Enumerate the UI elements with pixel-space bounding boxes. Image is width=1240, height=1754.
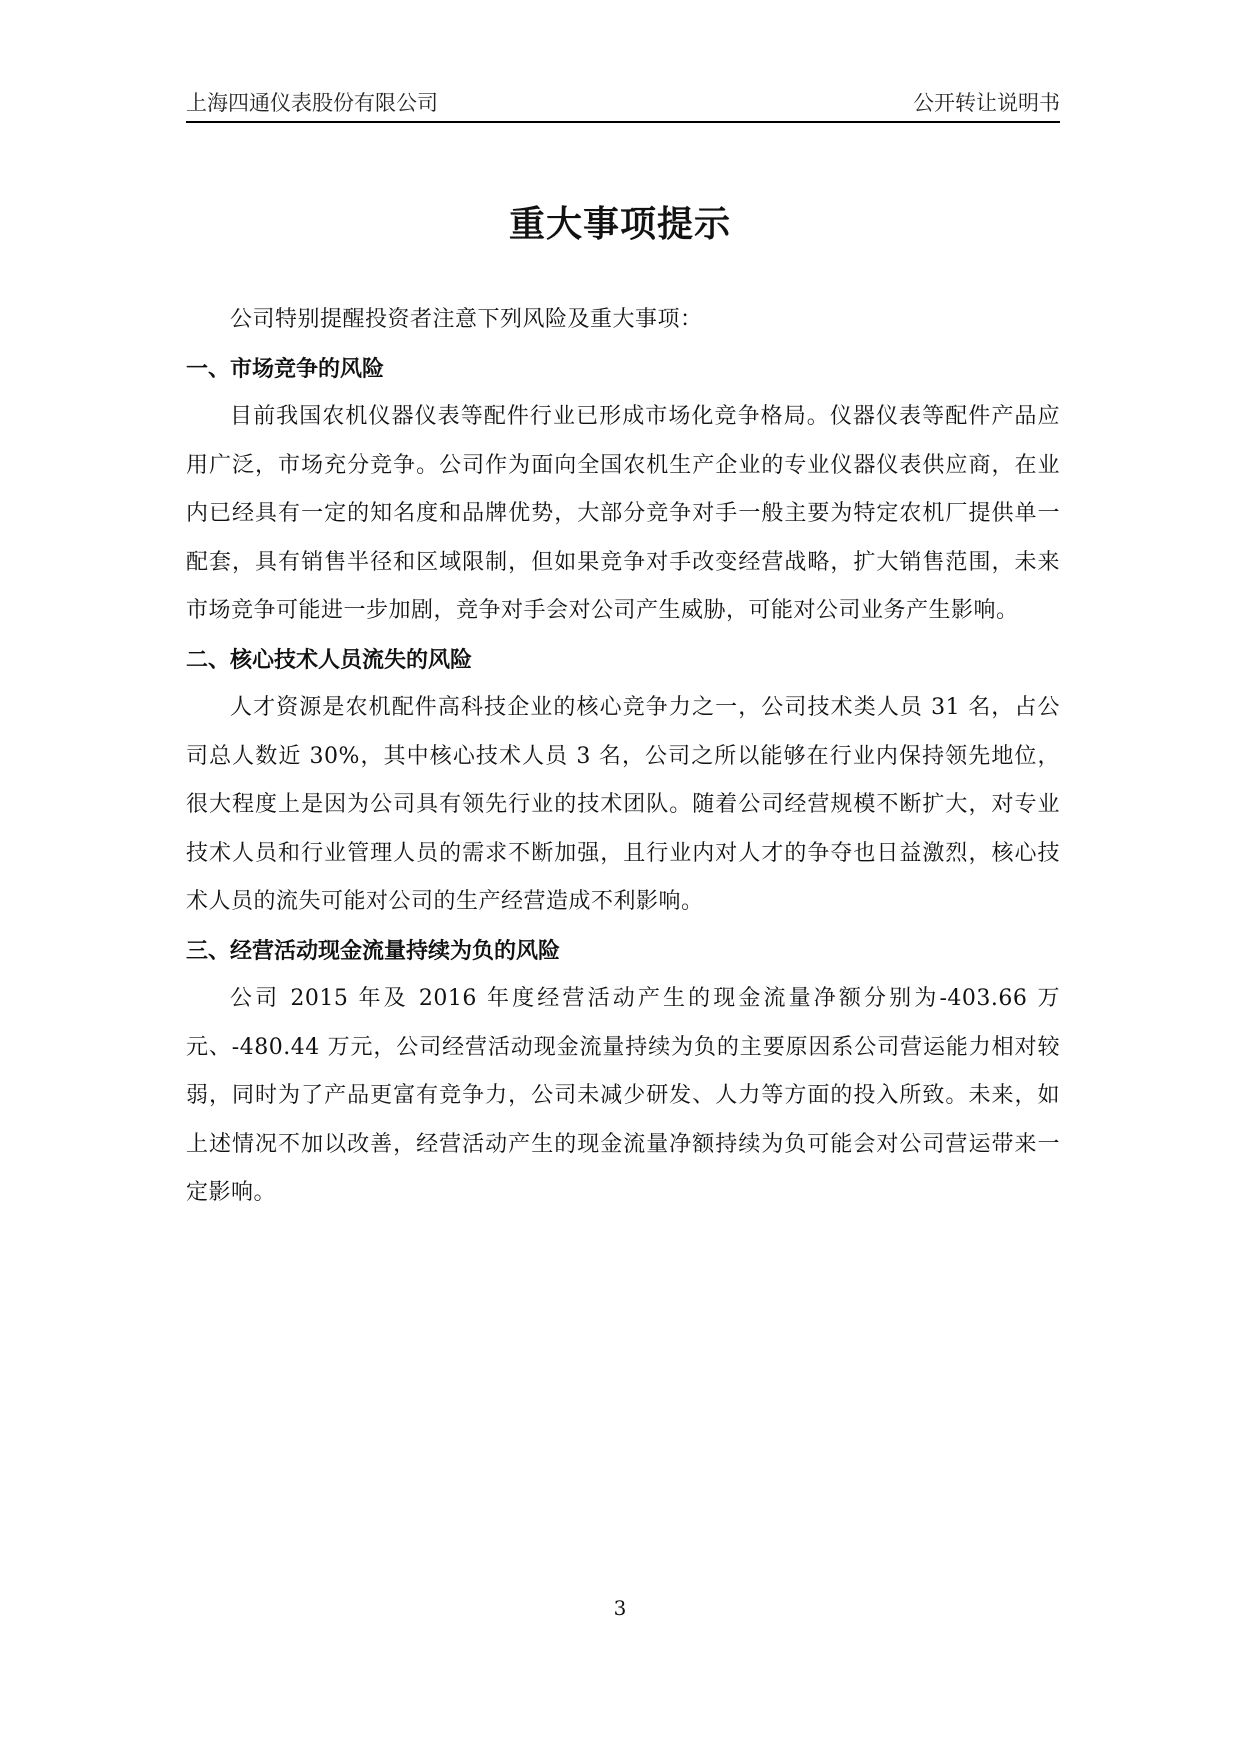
header-document-type: 公开转让说明书 (913, 91, 1060, 115)
section-heading: 三、经营活动现金流量持续为负的风险 (186, 937, 561, 964)
section-heading: 二、核心技术人员流失的风险 (186, 646, 473, 673)
section-market-competition (186, 345, 1060, 636)
header-divider (186, 121, 1060, 123)
header-company-name: 上海四通仪表股份有限公司 (186, 91, 438, 115)
page-title: 重大事项提示 (508, 203, 731, 245)
section-paragraph: 人才资源是农机配件高科技企业的核心竞争力之一，公司技术类人员 31 名，占公司总人数近 30%，其中核心技术人员 3 名，公司之所以能够在行业内保持领先地位，很大程度上是因为公司具有领先行业的技术团队。随着公司经营规模不断扩大，对专业技术人员和行业管理人员的需求不断加强，且行业内对人才的争夺也日益激烈，核心技术人员的流失可能对公司的生产经营造成不利影响。 (186, 695, 1060, 914)
page-header (186, 88, 1060, 118)
document-body (186, 296, 1060, 1218)
section-paragraph: 目前我国农机仪器仪表等配件行业已形成市场化竞争格局。仪器仪表等配件产品应用广泛，市场充分竞争。公司作为面向全国农机生产企业的专业仪器仪表供应商，在业内已经具有一定的知名度和品牌优势，大部分竞争对手一般主要为特定农机厂提供单一配套，具有销售半径和区域限制，但如果竞争对手改变经营战略，扩大销售范围，未来市场竞争可能进一步加剧，竞争对手会对公司产生威胁，可能对公司业务产生影响。 (186, 404, 1060, 623)
section-heading: 一、市场竞争的风险 (186, 355, 385, 382)
intro-paragraph: 公司特别提醒投资者注意下列风险及重大事项： (230, 307, 703, 332)
section-paragraph: 公司 2015 年及 2016 年度经营活动产生的现金流量净额分别为-403.66 万元、-480.44 万元，公司经营活动现金流量持续为负的主要原因系公司营运能力相对较弱，同时为了产品更富有竞争力，公司未减少研发、人力等方面的投入所致。未来，如上述情况不加以改善，经营活动产生的现金流量净额持续为负可能会对公司营运带来一定影响。 (186, 986, 1060, 1205)
section-negative-cash-flow (186, 927, 1060, 1218)
section-core-staff-loss (186, 636, 1060, 927)
page-number: 3 (613, 1596, 627, 1620)
